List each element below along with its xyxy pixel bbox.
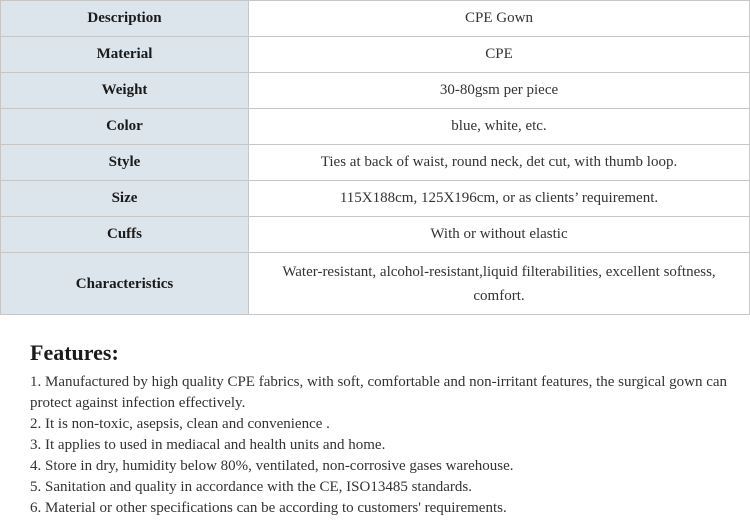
table-row: [1, 181, 750, 217]
row-value: blue, white, etc.: [249, 109, 750, 145]
item-text: Manufactured by high quality CPE fabrics, with soft, comfortable and non-irritant features, the surgical gown can protect against infection effectively.: [30, 374, 728, 411]
table-row: [1, 37, 750, 73]
item-number: 3.: [30, 437, 42, 453]
table-row: [1, 73, 750, 109]
list-item: [30, 477, 740, 498]
row-label: Cuffs: [1, 217, 249, 253]
row-label: Description: [1, 1, 249, 37]
item-text: Store in dry, humidity below 80%, ventilated, non-corrosive gases warehouse.: [41, 458, 514, 474]
item-text: Material or other specifications can be according to customers' requirements.: [41, 500, 507, 516]
item-number: 5.: [30, 479, 42, 495]
list-item: [30, 414, 740, 435]
features-list: [30, 372, 740, 519]
row-label: Style: [1, 145, 249, 181]
item-number: 4.: [30, 458, 42, 474]
row-value: Ties at back of waist, round neck, det cut, with thumb loop.: [249, 145, 750, 181]
row-value: Water-resistant, alcohol-resistant,liquid filterabilities, excellent softness, comfort.: [249, 253, 750, 315]
row-value: CPE Gown: [249, 1, 750, 37]
item-number: 1.: [30, 374, 42, 390]
list-item: [30, 456, 740, 477]
item-text: It applies to used in mediacal and health units and home.: [41, 437, 386, 453]
list-item: [30, 498, 740, 519]
row-label: Material: [1, 37, 249, 73]
row-value: 115X188cm, 125X196cm, or as clients’ requirement.: [249, 181, 750, 217]
row-label: Characteristics: [1, 253, 249, 315]
table-row: [1, 217, 750, 253]
table-row: [1, 145, 750, 181]
list-item: [30, 435, 740, 456]
features-title: Features:: [30, 340, 119, 365]
row-label: Weight: [1, 73, 249, 109]
row-value: 30-80gsm per piece: [249, 73, 750, 109]
row-value: CPE: [249, 37, 750, 73]
table-row: [1, 109, 750, 145]
row-label: Color: [1, 109, 249, 145]
table-row: [1, 253, 750, 315]
list-item: [30, 372, 740, 414]
item-number: 2.: [30, 416, 42, 432]
row-value: With or without elastic: [249, 217, 750, 253]
table-row: [1, 1, 750, 37]
item-text: Sanitation and quality in accordance with the CE, ISO13485 standards.: [41, 479, 472, 495]
item-number: 6.: [30, 500, 42, 516]
item-text: It is non-toxic, asepsis, clean and convenience .: [41, 416, 330, 432]
row-label: Size: [1, 181, 249, 217]
features-section: [30, 340, 740, 519]
